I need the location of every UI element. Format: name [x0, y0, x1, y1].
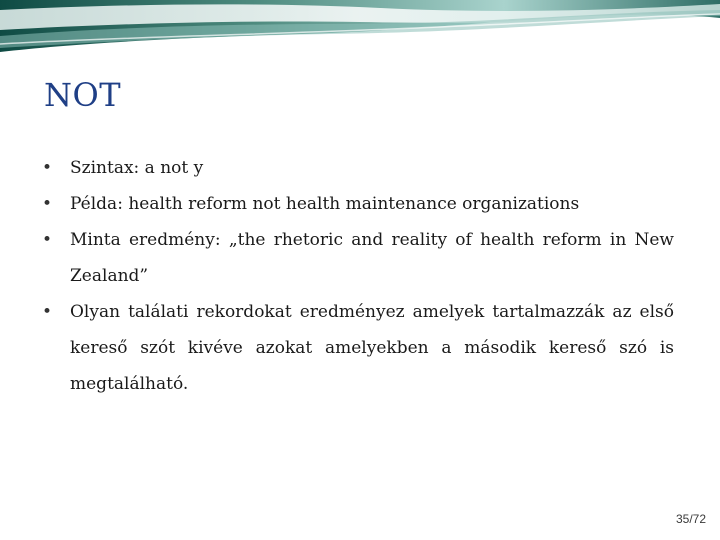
bullet-text: Példa: health reform not health maintenance organizations	[70, 194, 580, 214]
bullet-dot-icon: •	[42, 194, 53, 214]
header-wave-banner	[0, 0, 720, 60]
bullet-text: Olyan találati rekordokat eredményez amelyek tartalmazzák az első kereső szót kivéve azokat amelyekben a második kereső szó is megtalálható.	[70, 302, 674, 394]
bullet-item	[42, 222, 674, 294]
bullet-item	[42, 150, 674, 186]
slide-title: NOT	[44, 76, 122, 114]
bullet-dot-icon: •	[42, 230, 53, 250]
bullet-text: Szintax: a not y	[70, 158, 204, 178]
bullet-dot-icon: •	[42, 158, 53, 178]
bullet-text: Minta eredmény: „the rhetoric and reality of health reform in New Zealand”	[70, 230, 674, 286]
bullet-dot-icon: •	[42, 302, 53, 322]
bullet-item	[42, 294, 674, 402]
page-number: 35/72	[675, 512, 706, 526]
bullet-item	[42, 186, 674, 222]
bullet-list	[42, 150, 674, 402]
